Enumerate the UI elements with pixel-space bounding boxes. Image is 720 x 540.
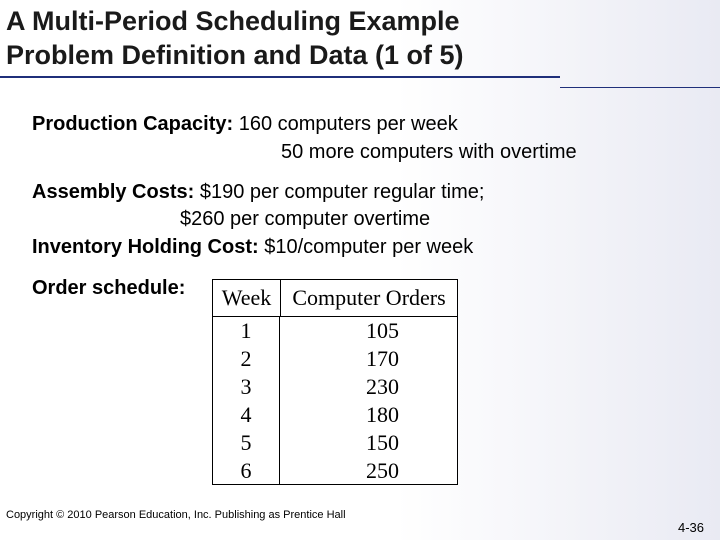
capacity-line xyxy=(32,112,458,136)
assembly-label: Assembly Costs: xyxy=(32,181,195,203)
orders-cell: 150 xyxy=(366,430,399,455)
assembly-line xyxy=(32,180,484,204)
orders-cell: 170 xyxy=(366,346,399,371)
assembly-value-1: $190 per computer regular time; xyxy=(199,181,485,203)
header-divider xyxy=(560,87,720,88)
title-underline xyxy=(0,76,560,78)
orders-cell: 105 xyxy=(366,318,399,343)
page-number: 4-36 xyxy=(677,520,704,535)
title-line-1: A Multi-Period Scheduling Example xyxy=(6,6,460,36)
orders-cell: 230 xyxy=(366,374,399,399)
week-cell: 2 xyxy=(240,346,252,371)
header-week: Week xyxy=(213,280,281,316)
week-cell: 4 xyxy=(240,402,252,427)
inventory-line xyxy=(32,235,473,259)
orders-column xyxy=(280,317,457,485)
header-orders: Computer Orders xyxy=(292,285,446,310)
order-schedule-label: Order schedule: xyxy=(32,277,186,299)
order-schedule-table xyxy=(212,279,458,485)
capacity-label: Production Capacity: xyxy=(32,113,234,135)
orders-cell: 180 xyxy=(366,402,399,427)
inventory-label: Inventory Holding Cost: xyxy=(32,236,259,258)
title-line-2: Problem Definition and Data (1 of 5) xyxy=(6,40,464,70)
week-cell: 3 xyxy=(240,374,252,399)
week-cell: 5 xyxy=(240,430,252,455)
week-cell: 6 xyxy=(240,458,252,483)
inventory-value: $10/computer per week xyxy=(264,236,474,258)
capacity-value-2: 50 more computers with overtime xyxy=(281,141,577,163)
table-header xyxy=(213,280,457,317)
slide-title xyxy=(6,4,566,72)
week-column xyxy=(213,317,280,485)
week-cell: 1 xyxy=(240,318,252,343)
copyright-footer: Copyright © 2010 Pearson Education, Inc. Publishing as Prentice Hall xyxy=(6,509,346,521)
assembly-value-2: $260 per computer overtime xyxy=(180,208,431,230)
orders-cell: 250 xyxy=(366,458,399,483)
capacity-value-1: 160 computers per week xyxy=(238,113,458,135)
